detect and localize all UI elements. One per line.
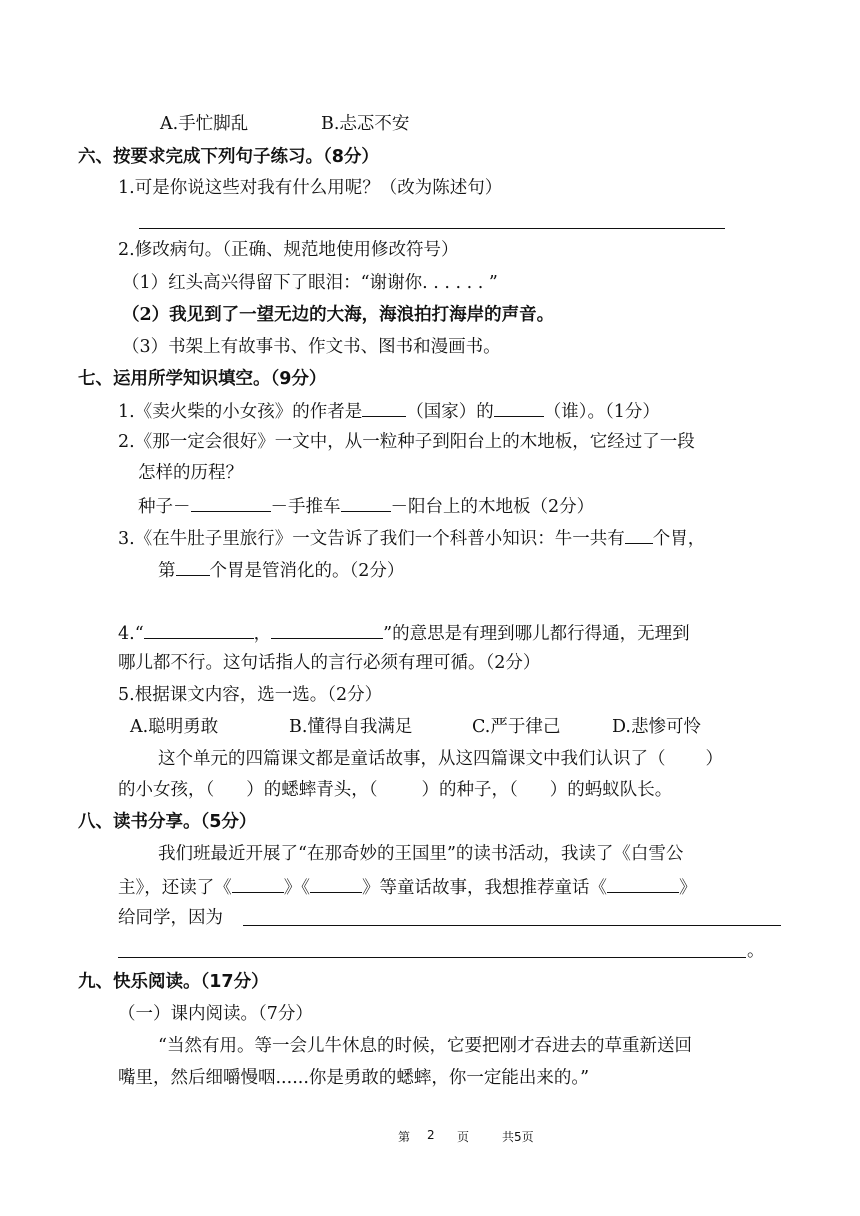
sec6-q2-2: （2）我见到了一望无边的大海，海浪拍打海岸的声音。 [122, 305, 555, 325]
sec6-q1: 1.可是你说这些对我有什么用呢？（改为陈述句） [118, 178, 503, 198]
sec8-p2 [118, 874, 697, 900]
q1-text-b: （国家）的 [406, 402, 494, 422]
section-7-title: 七、运用所学知识填空。（9分） [78, 369, 327, 389]
footer-page-number: 2 [427, 1128, 435, 1142]
q5-s2-a: 的小女孩，（ [118, 780, 215, 800]
q1-text-c: （谁）。（1分） [543, 402, 660, 422]
option-b: B.忐忑不安 [321, 114, 410, 134]
blank-stomach-index [176, 557, 210, 576]
section-8-title: 八、读书分享。（5分） [78, 812, 257, 832]
sec8-p2-c: 》等童话故事，我想推荐童话《 [362, 878, 607, 898]
q5-s2-b: ）的蟋蟀青头，（ [246, 780, 378, 800]
sec7-q3-b [158, 557, 404, 583]
sec8-p3: 给同学，因为 [118, 908, 223, 928]
blank-saying-1 [144, 620, 254, 639]
sec9-p1: “当然有用。等一会儿牛休息的时候，它要把刚才吞进去的草重新送回 [158, 1036, 692, 1056]
section-6-title: 六、按要求完成下列句子练习。（8分） [78, 147, 379, 167]
q2-seed: 种子－ [138, 497, 191, 517]
reason-line-1 [243, 925, 781, 926]
q3-text-b1: 第 [158, 561, 176, 581]
sec7-q5: 5.根据课文内容，选一选。（2分） [118, 685, 383, 705]
footer-di: 第 [398, 1130, 411, 1144]
q5-option-a: A.聪明勇敢 [130, 717, 219, 737]
footer-total: 共5页 [502, 1130, 534, 1144]
q5-sentence-2 [118, 778, 672, 802]
sec8-period: 。 [747, 941, 765, 961]
sec9-p2: 嘴里，然后细嚼慢咽......你是勇敢的蟋蟀，你一定能出来的。” [118, 1068, 590, 1088]
q3-text-a1: 3.《在牛肚子里旅行》一文告诉了我们一个科普小知识：牛一共有 [118, 529, 625, 549]
q2-cart: －手推车 [270, 497, 341, 517]
q2-floor: －阳台上的木地板（2分） [390, 497, 595, 517]
sec6-q2-3: （3）书架上有故事书、作文书、图书和漫画书。 [122, 337, 501, 357]
footer-ye: 页 [457, 1130, 470, 1144]
sec7-q4-b: 哪儿都不行。这句话指人的言行必须有理可循。（2分） [118, 653, 541, 673]
q4-text-a2: ， [253, 624, 272, 644]
q3-text-a2: 个胃， [652, 529, 706, 549]
q4-text-a3: ”的意思是有理到哪儿都行得通，无理到 [383, 624, 690, 644]
q5-s2-d: ）的蚂蚁队长。 [549, 780, 673, 800]
sec7-q2-a: 2.《那一定会很好》一文中，从一粒种子到阳台上的木地板，它经过了一段 [118, 432, 695, 452]
q5-sentence-1 [158, 747, 723, 771]
blank-country [362, 398, 406, 417]
sec6-q2-1: （1）红头高兴得留下了眼泪：“谢谢你. . . . . . ” [122, 273, 498, 293]
sec7-q2-b: 怎样的历程？ [138, 463, 243, 483]
q5-option-c: C.严于律己 [472, 717, 561, 737]
blank-step2 [341, 493, 391, 512]
blank-recommend [607, 874, 679, 893]
q5-s1-close: ） [705, 749, 723, 769]
blank-book-2 [310, 874, 362, 893]
q3-text-b2: 个胃是管消化的。（2分） [209, 561, 405, 581]
sec8-p2-d: 》 [679, 878, 697, 898]
sec7-q3-a [118, 525, 705, 551]
sec6-q2: 2.修改病句。（正确、规范地使用修改符号） [118, 240, 459, 260]
reason-line-2 [118, 957, 746, 958]
q5-s1-text: 这个单元的四篇课文都是童话故事，从这四篇课文中我们认识了（ [158, 749, 666, 769]
q5-option-d: D.悲惨可怜 [612, 717, 701, 737]
q4-text-a1: 4.“ [118, 624, 144, 644]
sec7-q1 [118, 398, 660, 424]
option-a: A.手忙脚乱 [160, 114, 249, 134]
sec8-p1: 我们班最近开展了“在那奇妙的王国里”的读书活动，我读了《白雪公 [158, 844, 684, 864]
section-9-title: 九、快乐阅读。（17分） [78, 972, 269, 992]
blank-step1 [191, 493, 271, 512]
sec8-p2-b: 》《 [283, 878, 310, 898]
q1-text-a: 1.《卖火柴的小女孩》的作者是 [118, 402, 363, 422]
blank-stomach-count [625, 525, 653, 544]
q5-option-b: B.懂得自我满足 [289, 717, 413, 737]
sec7-q4-a [118, 620, 690, 646]
blank-book-1 [232, 874, 284, 893]
sec8-p2-a: 主》，还读了《 [118, 878, 232, 898]
q5-s2-c: ）的种子，（ [421, 780, 518, 800]
blank-who [494, 398, 544, 417]
sec7-q2-c [138, 493, 594, 519]
blank-saying-2 [271, 620, 383, 639]
sec9-sub1: （一）课内阅读。（7分） [118, 1004, 313, 1024]
answer-line [139, 228, 725, 229]
